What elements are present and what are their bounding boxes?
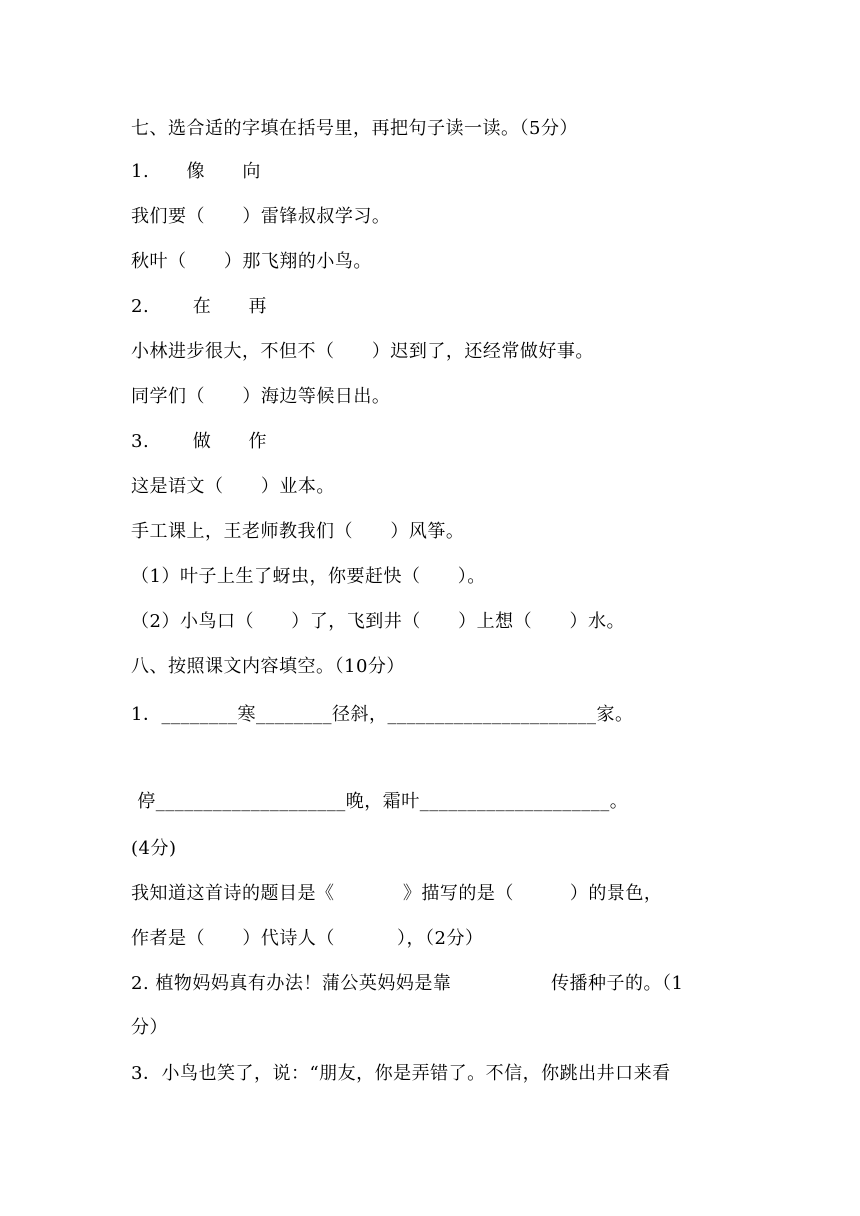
section-7-heading: 七、选合适的字填在括号里，再把句子读一读。（5分）: [131, 118, 578, 139]
practice-sentence-2: （2）小鸟口（ ）了，飞到井（ ）上想（ ）水。: [131, 611, 625, 632]
practice-sentence-1: （1）叶子上生了蚜虫，你要赶快（ ）。: [131, 566, 486, 587]
group-1-characters: 1. 像 向: [131, 161, 261, 182]
poem-author-question: 作者是（ ）代诗人（ ），（2分）: [131, 928, 484, 949]
group-3-sentence-a: 这是语文（ ）业本。: [131, 476, 335, 497]
group-2-sentence-a: 小林进步很大，不但不（ ）迟到了，还经常做好事。: [131, 341, 594, 362]
group-3-sentence-b: 手工课上，王老师教我们（ ）风筝。: [131, 521, 465, 542]
group-1-sentence-b: 秋叶（ ）那飞翔的小鸟。: [131, 251, 372, 272]
group-2-sentence-b: 同学们（ ）海边等候日出。: [131, 386, 391, 407]
group-3-characters: 3. 做 作: [131, 431, 268, 452]
question-3-line-1: 3．小鸟也笑了，说：“朋友，你是弄错了。不信，你跳出井口来看: [131, 1063, 671, 1084]
poem-fill-line-1: 1．________寒________径斜，______________________家。: [131, 704, 634, 725]
section-8-heading: 八、按照课文内容填空。（10分）: [131, 656, 405, 677]
group-2-characters: 2. 在 再: [131, 296, 268, 317]
poem-title-question: 我知道这首诗的题目是《 》描写的是（ ）的景色，: [131, 883, 663, 904]
poem-score: (4分): [131, 838, 177, 859]
group-1-sentence-a: 我们要（ ）雷锋叔叔学习。: [131, 206, 391, 227]
poem-fill-line-2: 停____________________晚，霜叶____________________。: [131, 791, 629, 812]
question-2-line-1: 2. 植物妈妈真有办法！蒲公英妈妈是靠 传播种子的。（1: [131, 973, 684, 994]
question-2-line-2: 分）: [131, 1017, 168, 1038]
